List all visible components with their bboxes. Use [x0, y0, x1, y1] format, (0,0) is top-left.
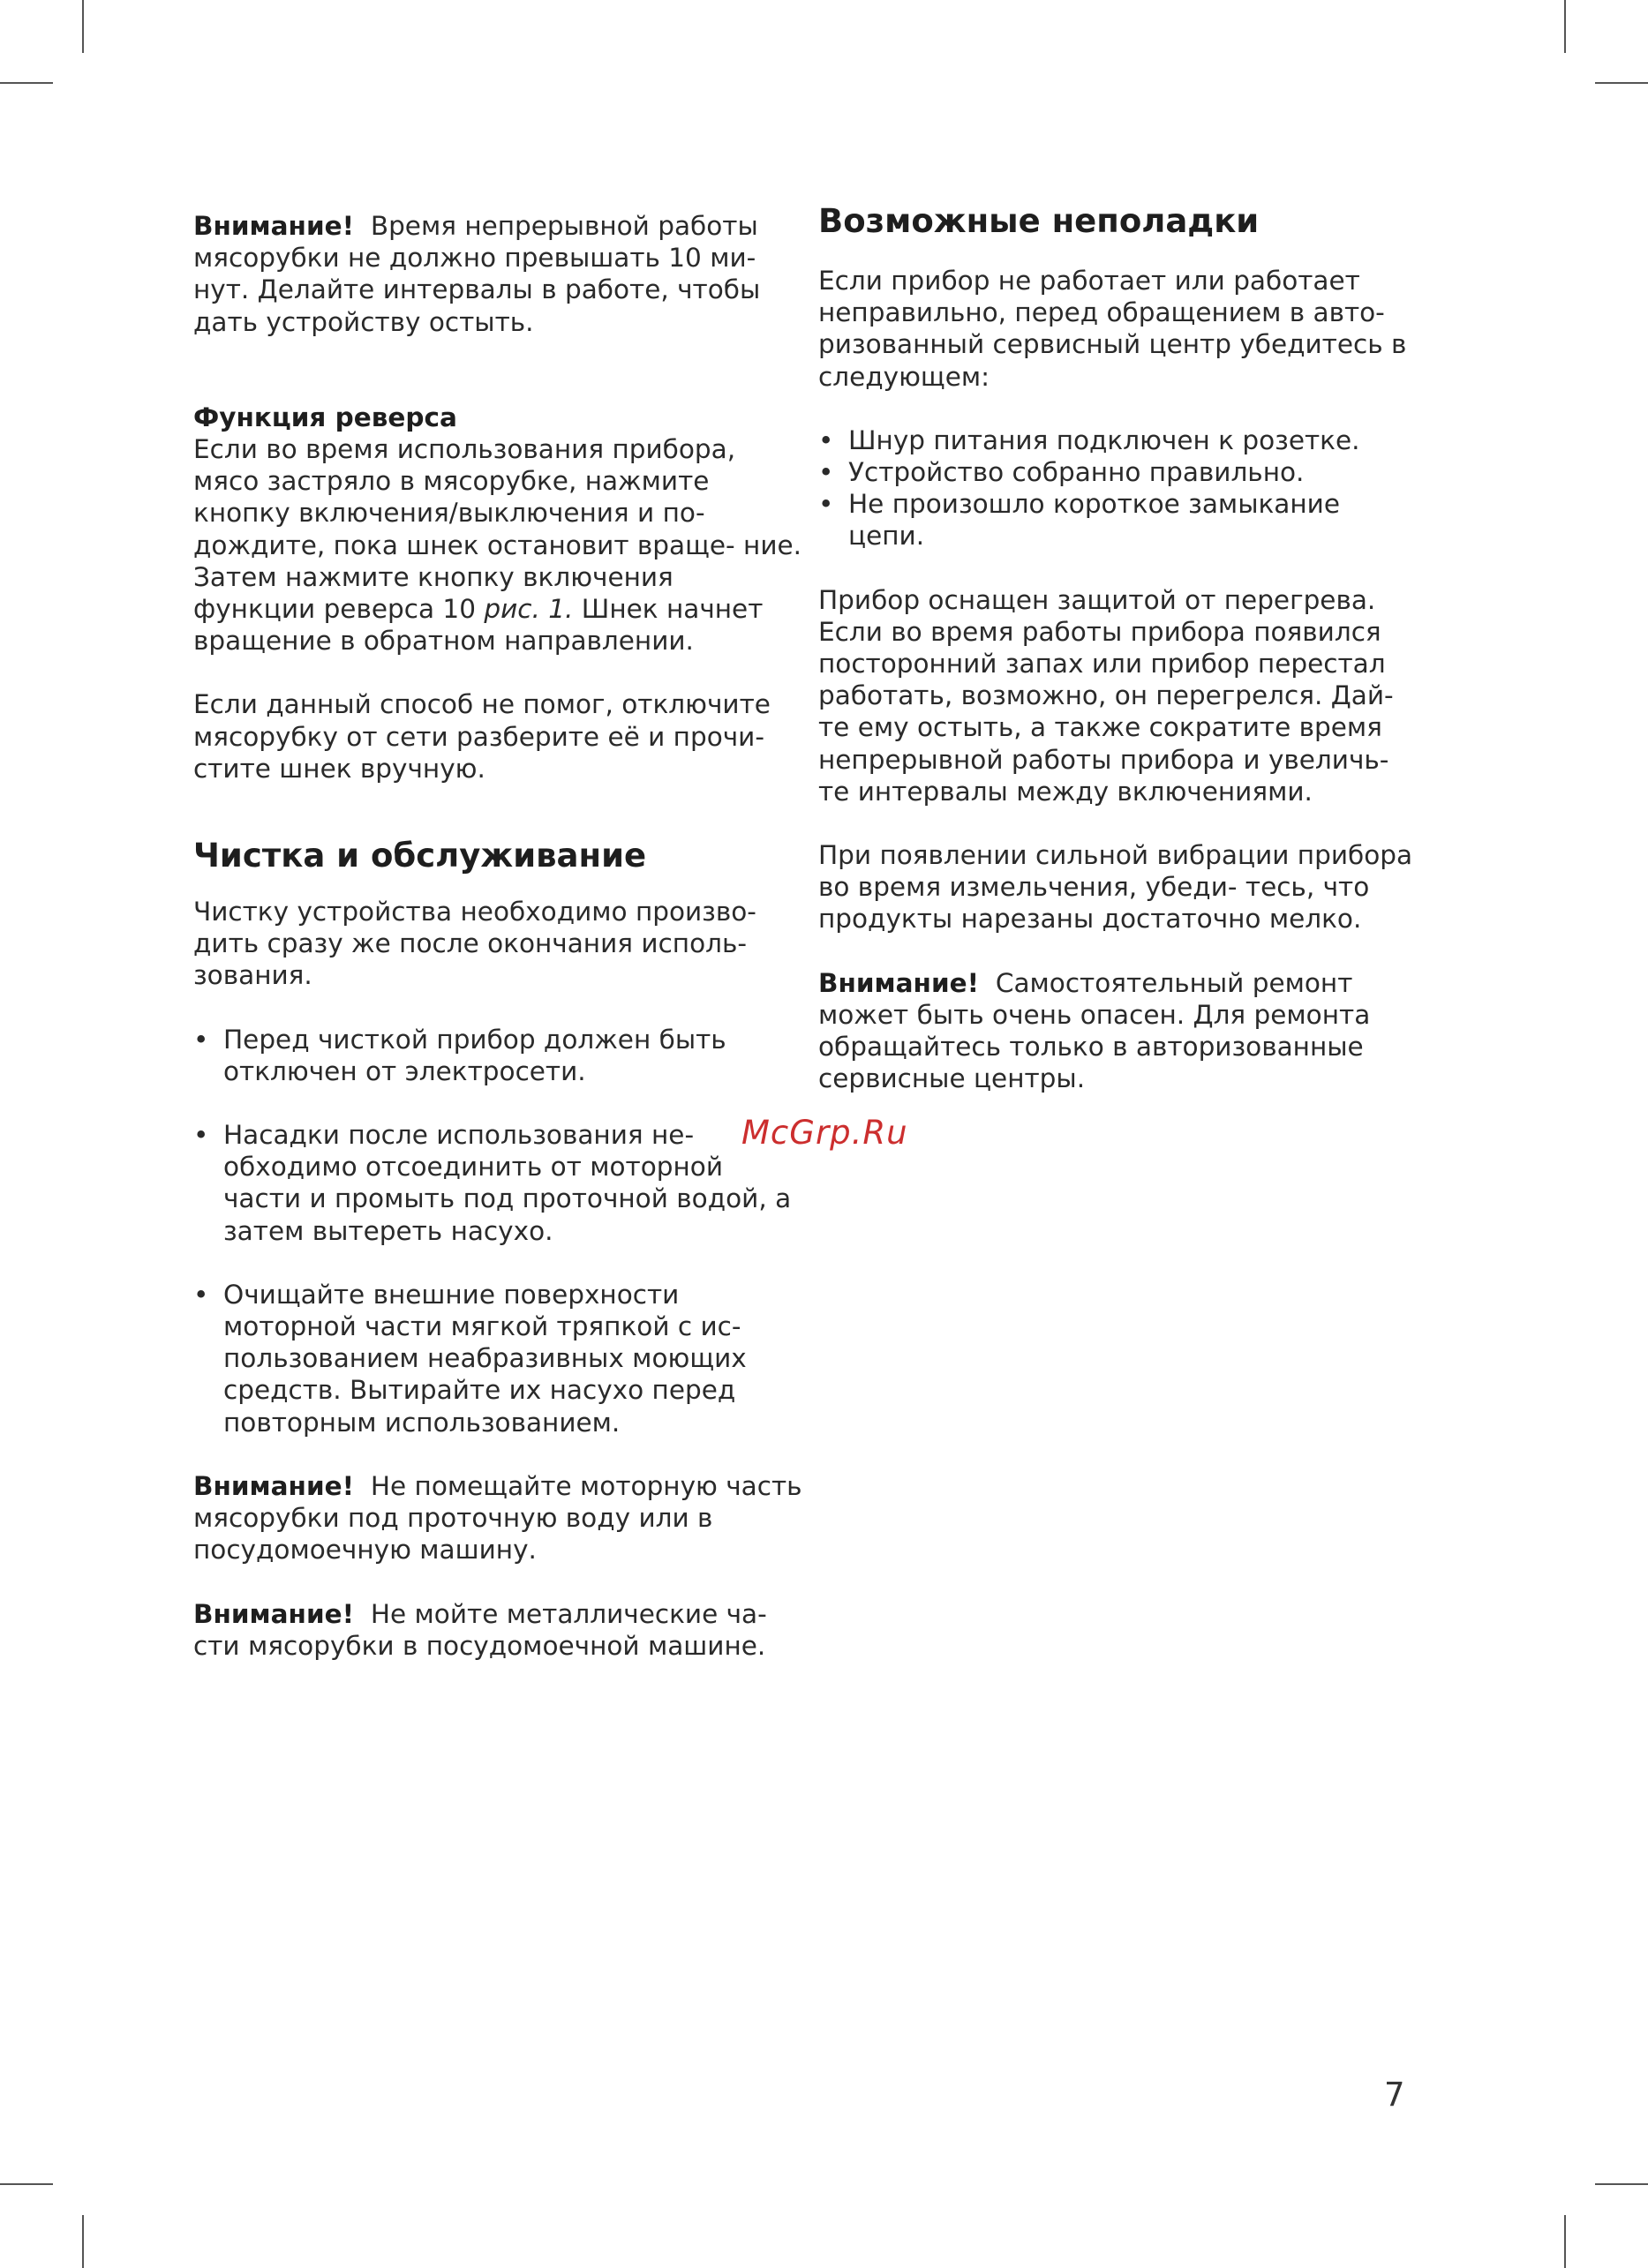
page-number: 7 — [1384, 2076, 1405, 2114]
list-item: • Устройство собранно правильно. — [818, 456, 1418, 488]
crop-mark — [1564, 2215, 1566, 2268]
overheat-paragraph: Прибор оснащен защитой от перегрева. Если во время работы прибора появился посторонний запах или прибор перестал работать, возможно, он перегрелся. Дай- те ему остыть, а также сократите время непрерывной работы прибора и увеличь- те интервалы между включениями. — [818, 584, 1394, 807]
warning-label: Внимание! — [193, 1470, 355, 1501]
crop-mark — [0, 82, 53, 84]
reverse-heading: Функция реверса — [193, 402, 457, 432]
warning-text: Не помещайте моторную часть мясорубки под проточную воду или в посудомоечную машину. — [193, 1470, 802, 1566]
warning-label: Внимание! — [193, 211, 355, 241]
cleaning-list — [193, 1024, 802, 1438]
cleaning-heading: Чистка и обслуживание — [193, 837, 647, 875]
crop-mark — [82, 2215, 84, 2268]
reverse-paragraph-2: Если данный способ не помог, отключите мясорубку от сети разберите её и прочи- стите шнек вручную. — [193, 689, 771, 784]
cleaning-intro: Чистку устройства необходимо произво- дить сразу же после окончания исполь- зования. — [193, 897, 756, 991]
warning-paragraph — [193, 210, 802, 338]
troubleshooting-heading: Возможные неполадки — [818, 202, 1260, 240]
list-item: • Очищайте внешние поверхности моторной части мягкой тряпкой с ис- пользованием неабразивных моющих средств. Вытирайте их насухо перед повторным использованием. — [193, 1279, 802, 1438]
left-column — [193, 201, 802, 1662]
warning-paragraph — [193, 1470, 802, 1566]
troubleshooting-intro: Если прибор не работает или работает неправильно, перед обращением в авто- ризованный сервисный центр убедитесь в следующем: — [818, 266, 1407, 392]
crop-mark — [1595, 82, 1648, 84]
right-column — [818, 201, 1418, 1094]
warning-text: Самостоятельный ремонт может быть очень опасен. Для ремонта обращайтесь только в авторизованные сервисные центры. — [818, 967, 1371, 1094]
watermark: McGrp.Ru — [741, 1114, 908, 1152]
warning-label: Внимание! — [193, 1598, 355, 1629]
list-item: • Шнур питания подключен к розетке. — [818, 424, 1418, 456]
crop-mark — [82, 0, 84, 53]
reverse-ref-number: 10 — [442, 594, 476, 625]
reverse-text-start: Если во время использования прибора, мясо застряло в мясорубке, нажмите кнопку включения/выключения и по- дождите, пока шнек остановит враще- ние. Затем нажмите кнопку включения функции реверса — [193, 434, 802, 625]
warning-text: Время непрерывной работы мясорубки не должно превышать 10 ми- нут. Делайте интервалы в работе, чтобы дать устройству остыть. — [193, 211, 761, 337]
list-item: • Насадки после использования не- обходимо отсоединить от моторной части и промыть под проточной водой, а затем вытереть насухо. — [193, 1119, 802, 1247]
list-item: • Не произошло короткое замыкание цепи. — [818, 488, 1418, 552]
warning-text: Не мойте металлические ча- сти мясорубки в посудомоечной машине. — [193, 1598, 767, 1661]
warning-label: Внимание! — [818, 967, 980, 998]
reverse-text-end: Шнек начнет вращение в обратном направлении. — [193, 594, 764, 657]
reverse-ref-figure: рис. 1. — [484, 594, 574, 625]
troubleshooting-list — [818, 424, 1418, 552]
warning-paragraph — [818, 967, 1418, 1095]
crop-mark — [1595, 2183, 1648, 2185]
crop-mark — [1564, 0, 1566, 53]
vibration-paragraph: При появлении сильной вибрации прибора во время измельчения, убеди- тесь, что продукты нарезаны достаточно мелко. — [818, 840, 1413, 935]
reverse-paragraph — [193, 433, 802, 657]
list-item: • Перед чисткой прибор должен быть отключен от электросети. — [193, 1024, 802, 1087]
crop-mark — [0, 2183, 53, 2185]
warning-paragraph — [193, 1598, 802, 1662]
